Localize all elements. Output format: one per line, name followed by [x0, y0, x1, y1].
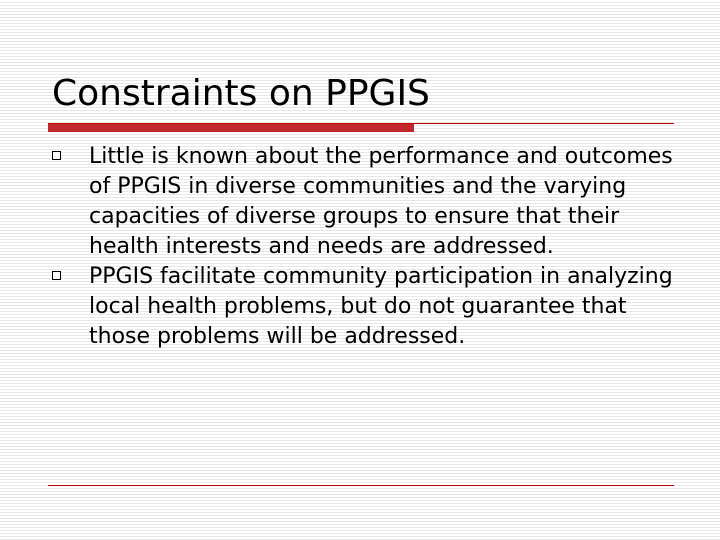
title-underline-accent: [48, 124, 414, 132]
bullet-text: PPGIS facilitate community participation in analyzing local health problems, but do not guarantee that those problems will be addressed.: [89, 264, 673, 349]
footer-rule: [48, 485, 674, 486]
bullet-text: Little is known about the performance and outcomes of PPGIS in diverse communities and the varying capacities of diverse groups to ensure that their health interests and needs are addressed.: [89, 144, 673, 259]
hollow-square-icon: [52, 271, 61, 280]
bullet-item: [52, 142, 682, 262]
slide-title: Constraints on PPGIS: [52, 73, 430, 114]
hollow-square-icon: [52, 151, 61, 160]
bullet-item: [52, 262, 682, 352]
bullet-list: [52, 142, 682, 352]
